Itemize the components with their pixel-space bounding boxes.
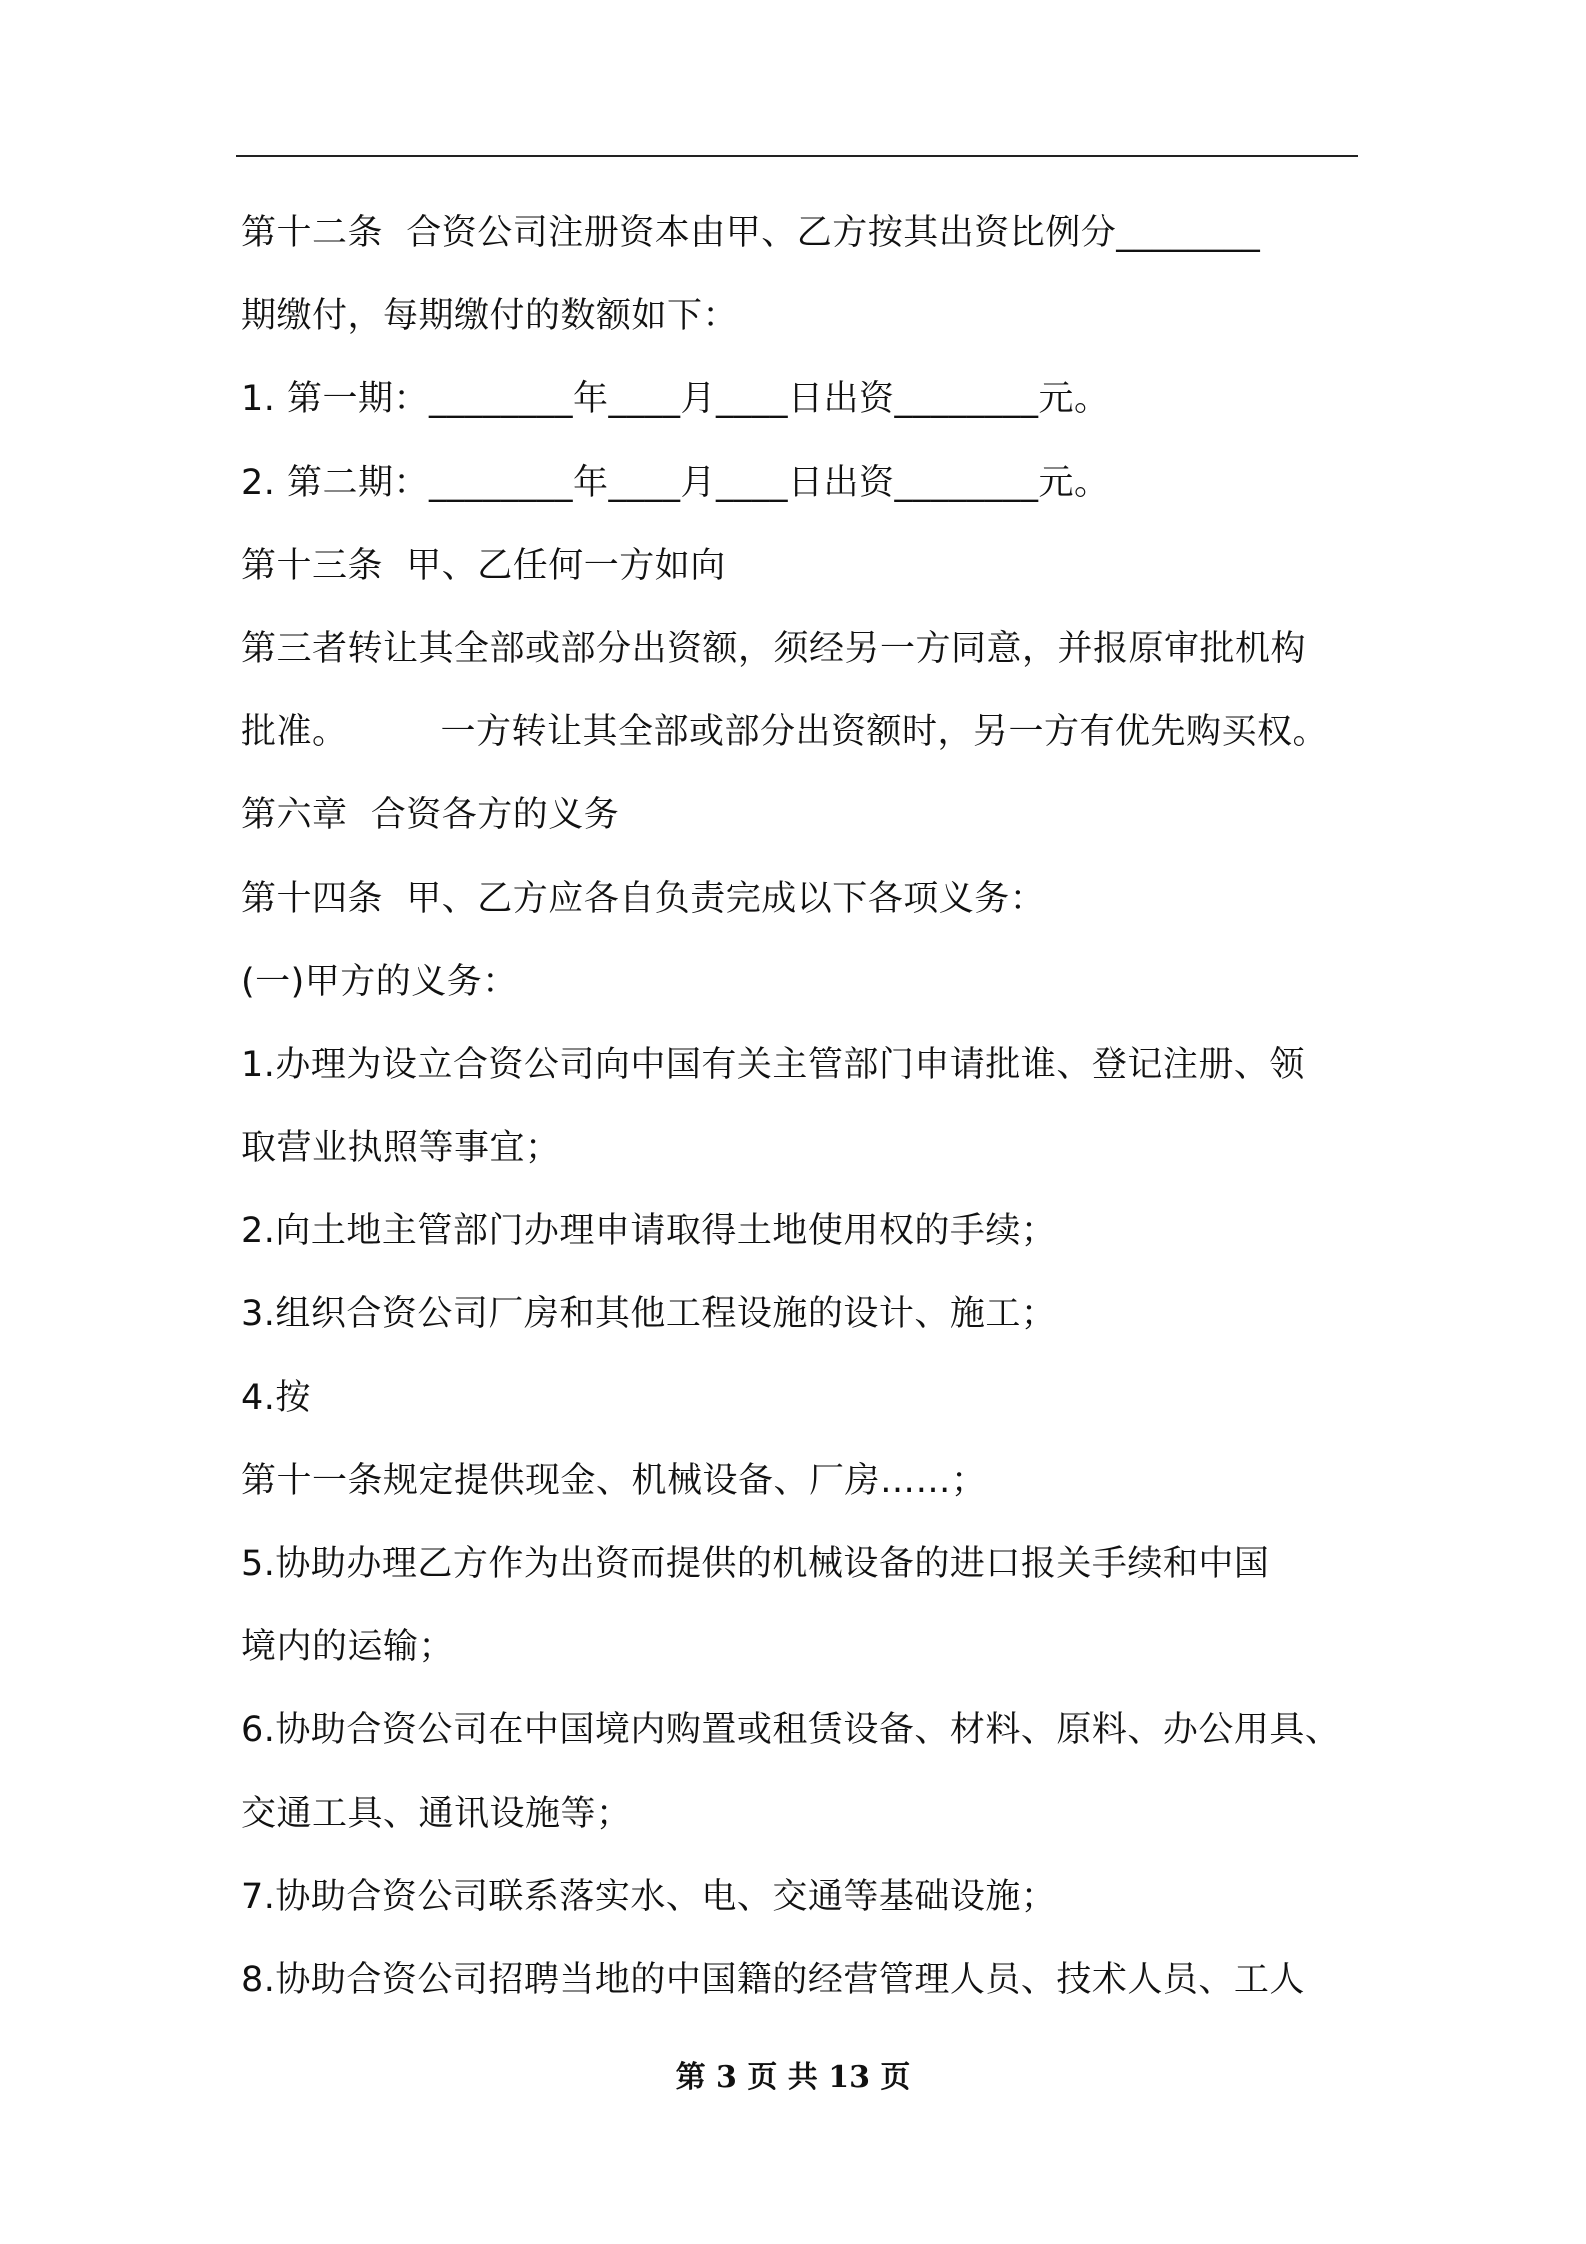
header-rule <box>236 155 1358 157</box>
text-line: 批准。 一方转让其全部或部分出资额时，另一方有优先购买权。 <box>241 712 1329 753</box>
page-number: 第 3 页 共 13 页 <box>675 2060 911 2095</box>
text-line: 取营业执照等事宜； <box>241 1128 561 1169</box>
text-line: 第三者转让其全部或部分出资额，须经另一方同意，并报原审批机构 <box>241 628 1307 669</box>
document-body <box>241 198 1361 2028</box>
text-line: 1. 第一期：________年____月____日出资________元。 <box>241 379 1110 420</box>
text-line: 1.办理为设立合资公司向中国有关主管部门申请批谁、登记注册、领 <box>241 1044 1305 1085</box>
text-line: 6.协助合资公司在中国境内购置或租赁设备、材料、原料、办公用具、 <box>241 1710 1341 1751</box>
text-line: 4.按 <box>241 1377 311 1418</box>
text-line: 8.协助合资公司招聘当地的中国籍的经营管理人员、技术人员、工人 <box>241 1959 1305 2000</box>
text-line: 3.组织合资公司厂房和其他工程设施的设计、施工； <box>241 1294 1057 1335</box>
text-line: (一)甲方的义务： <box>241 961 518 1002</box>
text-line: 7.协助合资公司联系落实水、电、交通等基础设施； <box>241 1876 1057 1917</box>
text-line: 第十二条 合资公司注册资本由甲、乙方按其出资比例分________ <box>241 213 1261 253</box>
text-line: 第十三条 甲、乙任何一方如向 <box>241 545 726 586</box>
text-line: 2.向土地主管部门办理申请取得土地使用权的手续； <box>241 1211 1057 1252</box>
text-line: 期缴付，每期缴付的数额如下： <box>241 296 739 337</box>
text-line: 2. 第二期：________年____月____日出资________元。 <box>241 462 1110 503</box>
text-line: 第十四条 甲、乙方应各自负责完成以下各项义务： <box>241 878 1046 919</box>
text-line: 境内的运输； <box>241 1627 455 1668</box>
text-line: 交通工具、通讯设施等； <box>241 1793 632 1834</box>
text-line: 5.协助办理乙方作为出资而提供的机械设备的进口报关手续和中国 <box>241 1544 1270 1584</box>
chapter-heading: 第六章 合资各方的义务 <box>241 795 620 836</box>
text-line: 第十一条规定提供现金、机械设备、厂房……； <box>241 1460 987 1501</box>
